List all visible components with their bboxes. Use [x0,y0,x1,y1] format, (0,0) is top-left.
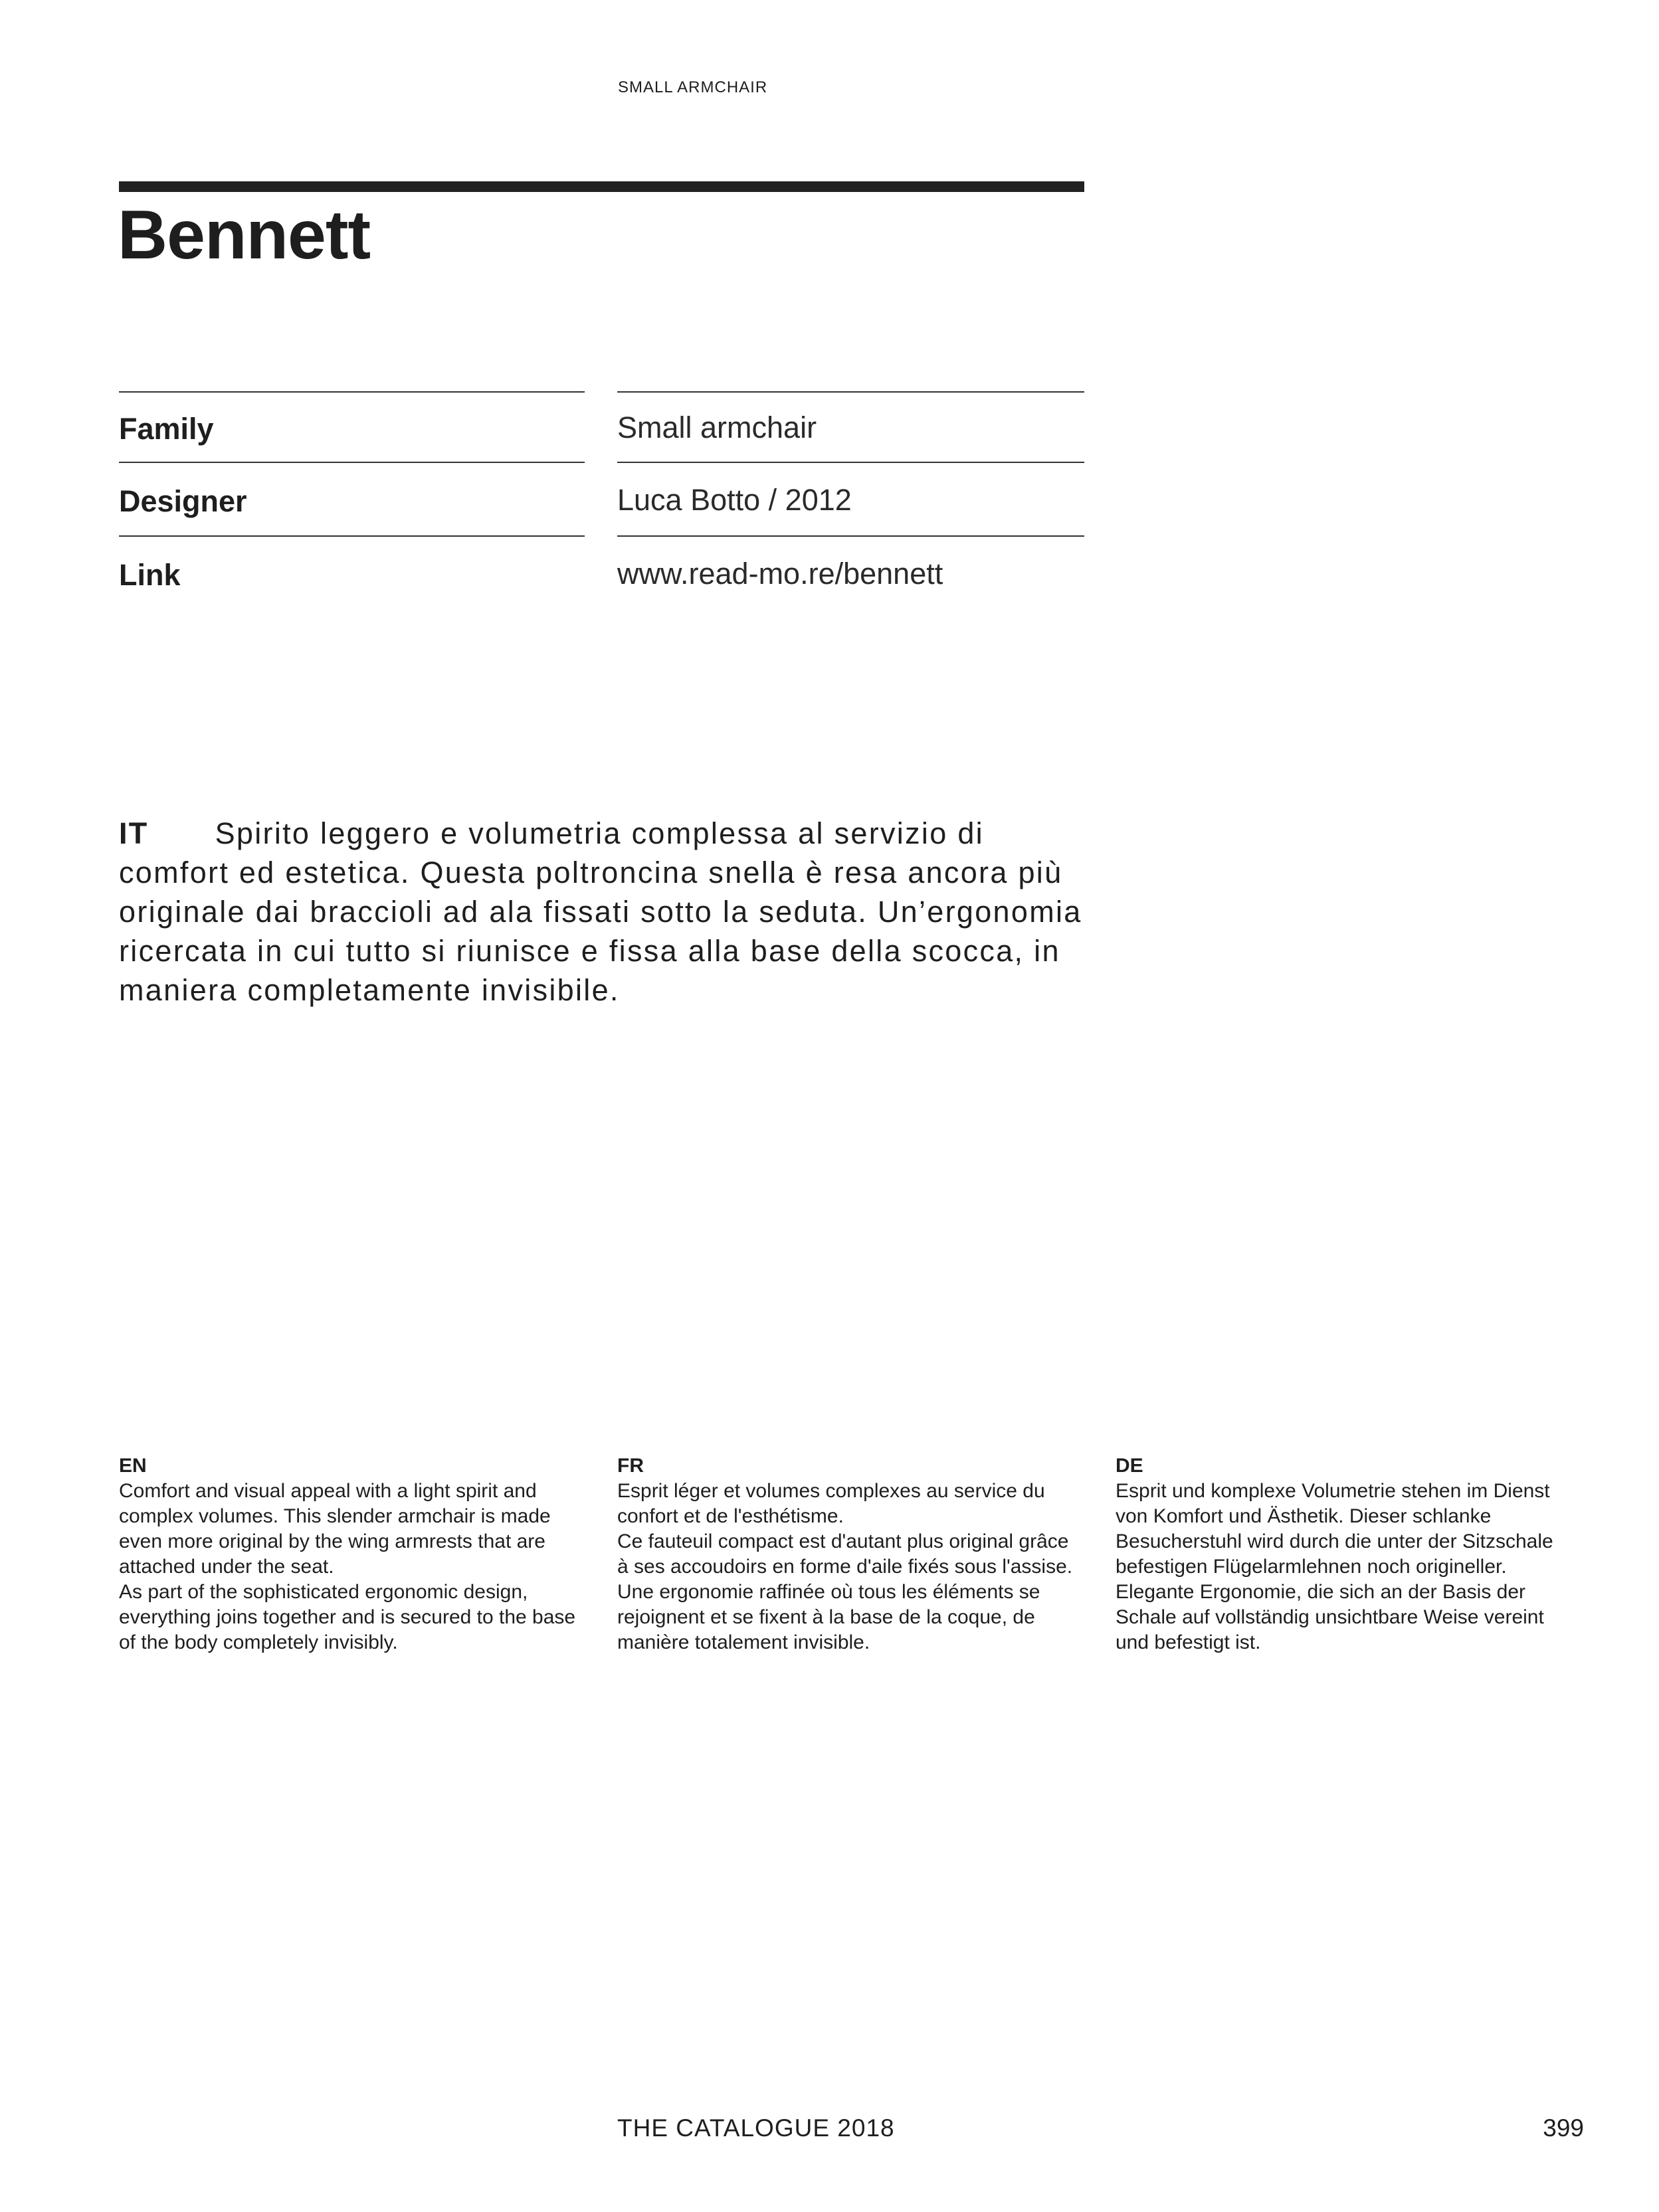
spec-divider [119,462,585,463]
spec-divider [617,535,1084,537]
product-title: Bennett [118,197,371,274]
spec-divider [119,535,585,537]
description-en-paragraph: Comfort and visual appeal with a light spirit and complex volumes. This slender armchair is made even more original by the wing armrests that are attached under the seat. [119,1480,551,1578]
footer-catalogue-title: THE CATALOGUE 2018 [617,2114,895,2142]
language-code-de: DE [1116,1455,1143,1477]
spec-divider [119,391,585,393]
description-de-paragraph: Elegante Ergonomie, die sich an der Basis der Schale auf vollständig unsichtbare Weise vereint und befestigt ist. [1116,1581,1544,1653]
spec-value-designer: Luca Botto / 2012 [617,483,852,517]
page-number: 399 [1543,2114,1584,2142]
description-fr-paragraph: Ce fauteuil compact est d'autant plus original grâce à ses accoudoirs en forme d'aile fixés sous l'assise. Une ergonomie raffinée où tous les éléments se rejoignent et se fixent à la base de la coque, de manière totalement invisible. [617,1530,1073,1653]
spec-divider [617,391,1084,393]
spec-label-family: Family [119,412,214,446]
description-en [119,1453,584,1655]
description-en-paragraph: As part of the sophisticated ergonomic design, everything joins together and is secured to the base of the body completely invisibly. [119,1581,576,1653]
description-fr-paragraph: Esprit léger et volumes complexes au service du confort et de l'esthétisme. [617,1480,1045,1527]
description-it [119,814,1102,1010]
language-code-fr: FR [617,1455,644,1477]
description-fr [617,1453,1082,1655]
spec-value-link[interactable]: www.read-mo.re/bennett [617,557,943,591]
spec-value-family: Small armchair [617,411,817,444]
section-label: SMALL ARMCHAIR [618,78,768,96]
spec-divider [617,462,1084,463]
description-it-text: Spirito leggero e volumetria complessa al servizio di comfort ed estetica. Questa poltroncina snella è resa ancora più originale dai braccioli ad ala fissati sotto la seduta. Un’ergonomia ricercata in cui tutto si riunisce e fissa alla base della scocca, in maniera completamente invisibile. [119,816,1082,1007]
language-code-en: EN [119,1455,147,1477]
spec-label-designer: Designer [119,484,247,518]
spec-label-link: Link [119,558,181,592]
description-de [1116,1453,1581,1655]
title-rule [119,181,1084,192]
description-de-paragraph: Esprit und komplexe Volumetrie stehen im Dienst von Komfort und Ästhetik. Dieser schlanke Besucherstuhl wird durch die unter der Sitzschale befestigen Flügelarmlehnen noch origineller. [1116,1480,1553,1578]
language-code-it: IT [119,816,149,850]
